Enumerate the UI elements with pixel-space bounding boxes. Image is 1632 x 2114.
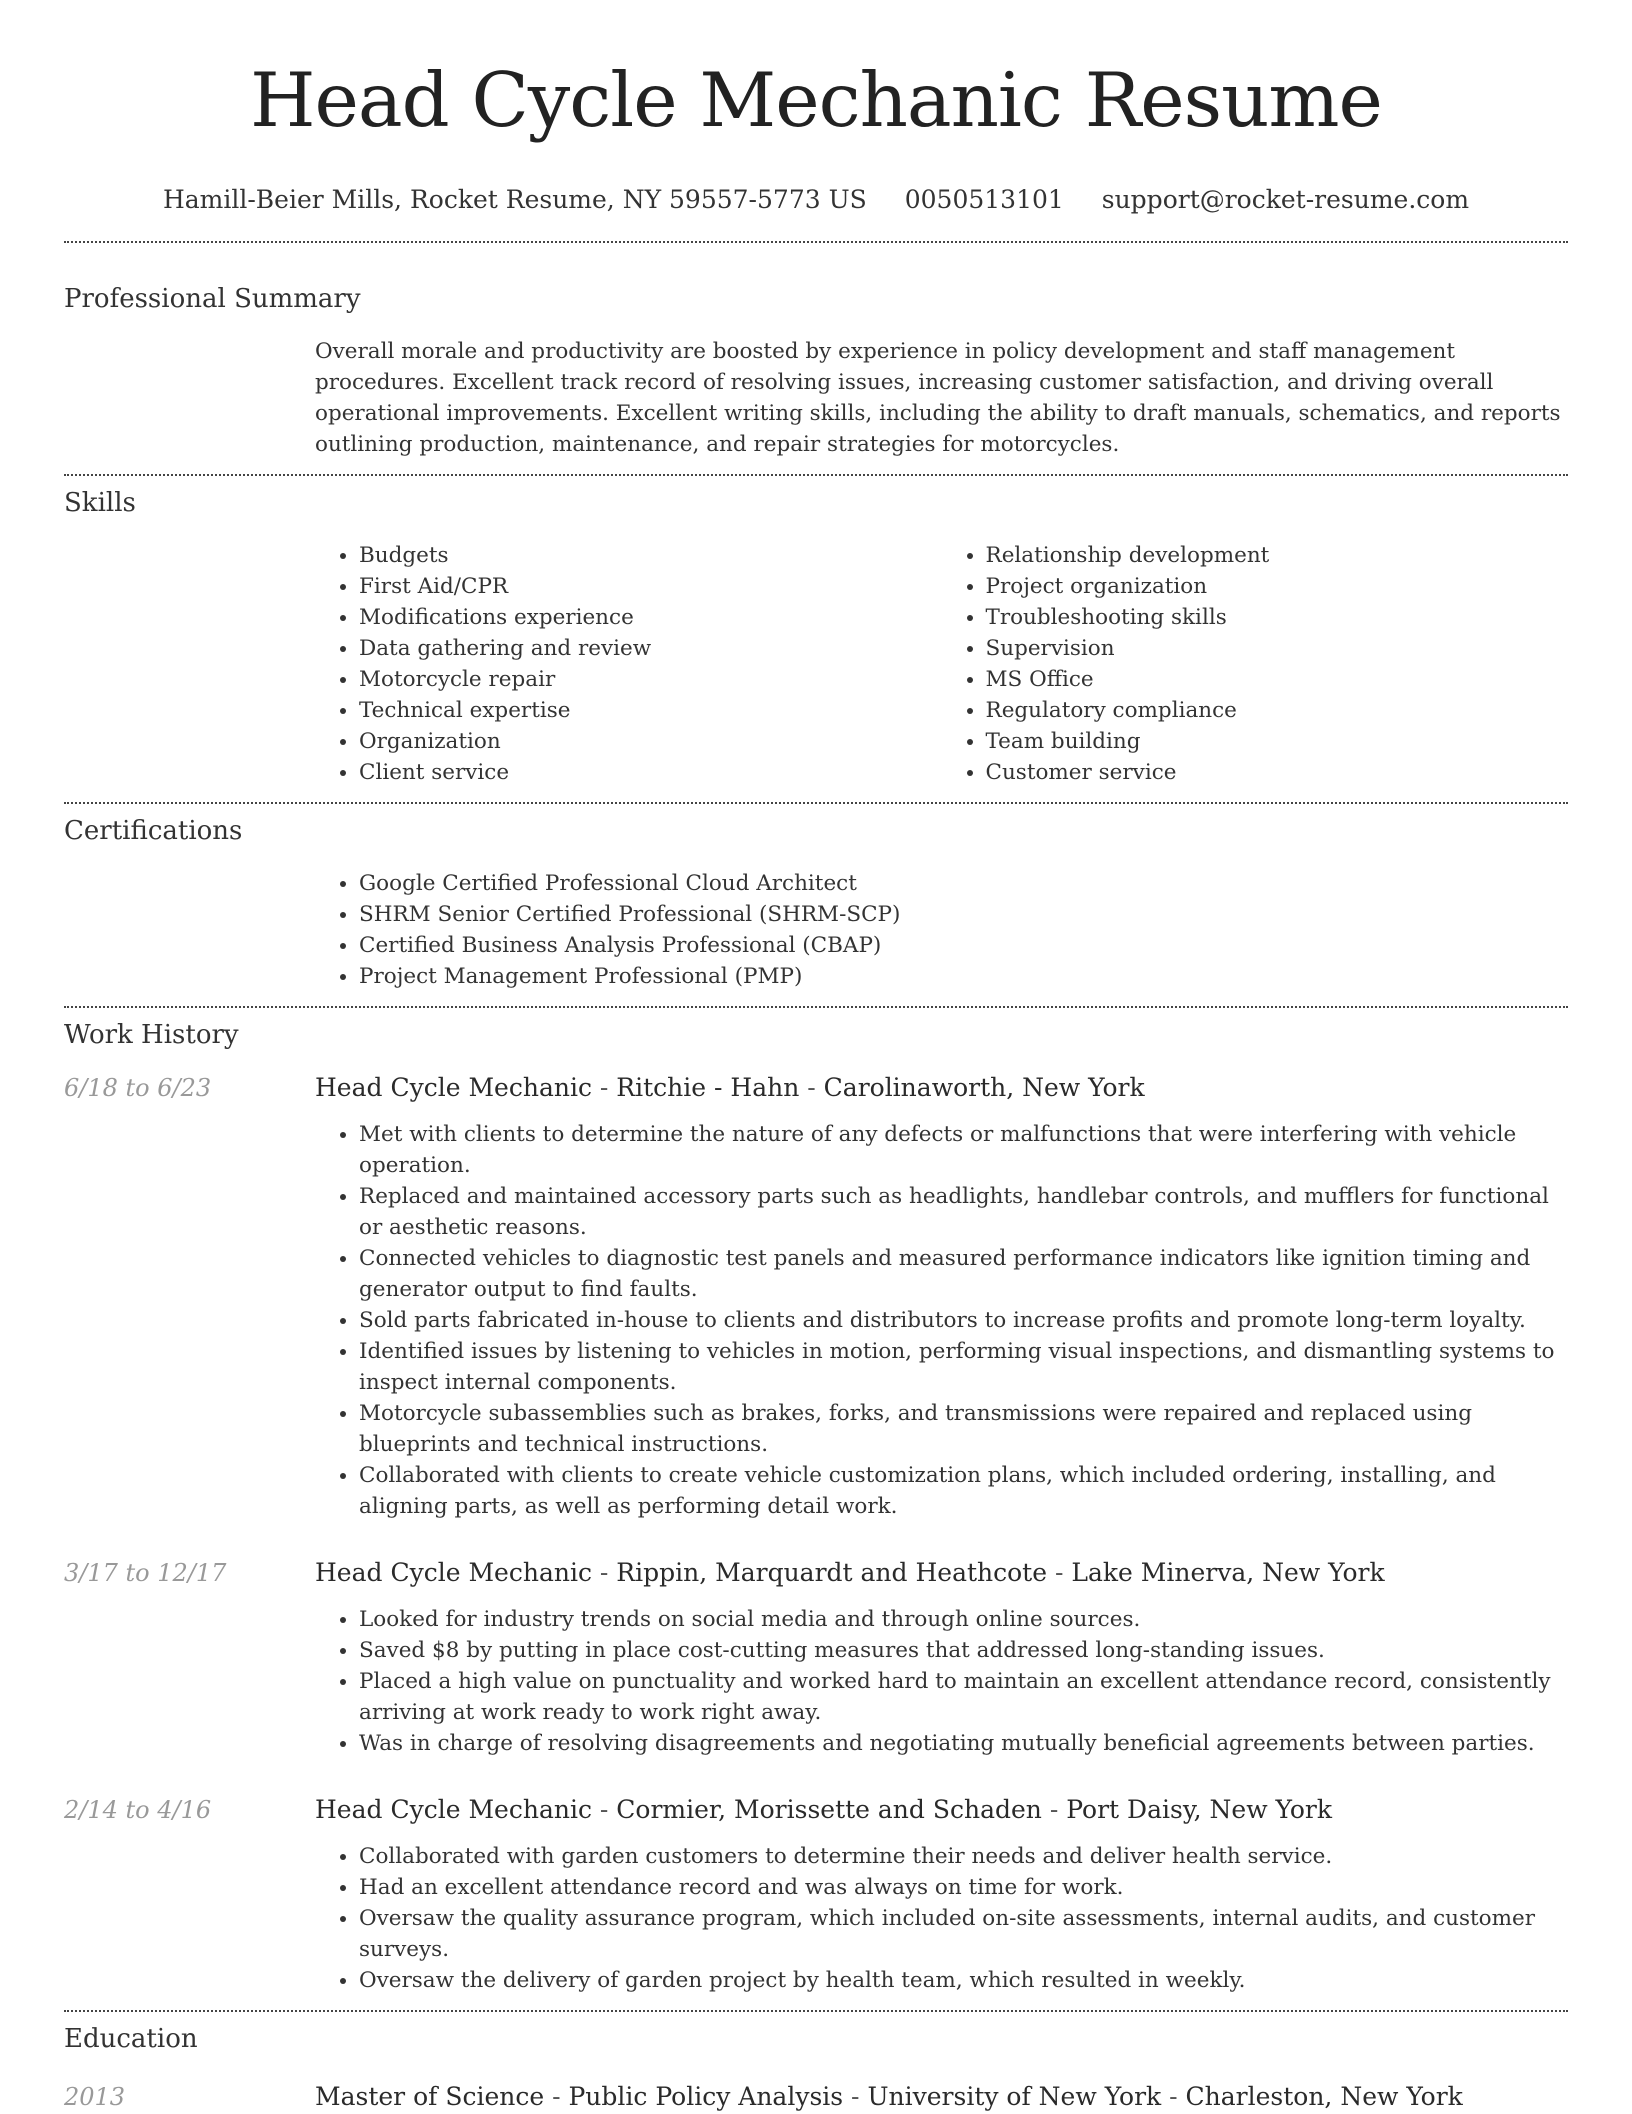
certifications-section [64,814,1568,992]
skill-item: • Team building [986,726,1569,757]
job-bullet: • Saved $8 by putting in place cost-cutting measures that addressed long-standing issues. [359,1635,1568,1666]
job-bullet: • Motorcycle subassemblies such as brakes, forks, and transmissions were repaired and replaced using blueprints and technical instructions. [359,1398,1568,1460]
education-title [315,2080,1463,2114]
separator: - [1161,2082,1186,2111]
skills-list-right [942,540,1569,788]
contact-line [64,183,1568,217]
education-degree: Master of Science [315,2082,545,2111]
job-details [315,1841,1568,1996]
skill-item: • Budgets [359,540,942,571]
job-details [315,1119,1568,1522]
job-bullet: • Placed a high value on punctuality and worked hard to maintain an excellent attendance record, consistently arriving at work ready to work right away. [359,1666,1568,1728]
separator: - [843,2082,868,2111]
skills-heading: Skills [64,488,136,518]
certification-item: • SHRM Senior Certified Professional (SHRM-SCP) [359,899,1568,930]
education-location: Charleston, New York [1185,2082,1463,2111]
job-company: Rippin, Marquardt and Heathcote [616,1558,1048,1587]
job-company: Ritchie - Hahn [616,1073,800,1102]
certification-item: • Certified Business Analysis Professional (CBAP) [359,930,1568,961]
separator: - [591,1073,617,1102]
contact-email: support@rocket-resume.com [1101,185,1470,214]
job-entry [64,1071,1568,1522]
job-location: Lake Minerva, New York [1071,1558,1385,1587]
job-bullet: • Had an excellent attendance record and was always on time for work. [359,1872,1568,1903]
skill-item: • Technical expertise [359,695,942,726]
separator: - [1041,1795,1067,1824]
contact-phone: 0050513101 [904,185,1064,214]
certification-item: • Project Management Professional (PMP) [359,961,1568,992]
separator: - [1047,1558,1072,1587]
skill-item: • Project organization [986,571,1569,602]
certifications-list [315,868,1568,992]
divider [64,474,1568,476]
job-entry [64,1793,1568,1996]
divider [64,241,1568,243]
skill-item: • Client service [359,757,942,788]
certification-item: • Google Certified Professional Cloud Architect [359,868,1568,899]
job-title [315,1793,1332,1827]
job-location: Port Daisy, New York [1066,1795,1333,1824]
job-bullet: • Collaborated with clients to create vehicle customization plans, which included ordering, installing, and aligning parts, as well as performing detail work. [359,1460,1568,1522]
job-header [64,1556,1568,1590]
education-year: 2013 [64,2083,126,2111]
education-field: Public Policy Analysis [568,2082,844,2111]
job-role: Head Cycle Mechanic [315,1558,592,1587]
separator: - [544,2082,569,2111]
job-bullet: • Met with clients to determine the nature of any defects or malfunctions that were interfering with vehicle operation. [359,1119,1568,1181]
job-bullet: • Oversaw the delivery of garden project by health team, which resulted in weekly. [359,1965,1568,1996]
job-dates: 3/17 to 12/17 [64,1559,227,1587]
job-bullet: • Connected vehicles to diagnostic test panels and measured performance indicators like ignition timing and generator output to find faults. [359,1243,1568,1305]
certifications-heading: Certifications [64,816,243,846]
skill-item: • Supervision [986,633,1569,664]
divider [64,802,1568,804]
skills-list-left [315,540,942,788]
skill-item: • Regulatory compliance [986,695,1569,726]
job-bullet: • Sold parts fabricated in-house to clients and distributors to increase profits and promote long-term loyalty. [359,1305,1568,1336]
summary-heading: Professional Summary [64,284,361,314]
education-heading: Education [64,2024,198,2054]
resume-title: Head Cycle Mechanic Resume [250,56,1382,144]
education-entry [64,2080,1568,2114]
job-bullet: • Collaborated with garden customers to determine their needs and deliver health service. [359,1841,1568,1872]
skill-item: • Motorcycle repair [359,664,942,695]
work-history-heading: Work History [64,1020,239,1050]
work-history-section [64,1018,1568,1996]
job-header [64,1793,1568,1827]
contact-address: Hamill-Beier Mills, Rocket Resume, NY 59557-5773 US [162,185,867,214]
job-entry [64,1556,1568,1759]
separator: - [591,1558,617,1587]
job-dates: 6/18 to 6/23 [64,1074,212,1102]
job-header [64,1071,1568,1105]
divider [64,1006,1568,1008]
separator: - [799,1073,824,1102]
skills-lists [315,540,1568,788]
job-bullet: • Replaced and maintained accessory parts such as headlights, handlebar controls, and mufflers for functional or aesthetic reasons. [359,1181,1568,1243]
job-bullets [315,1119,1568,1522]
job-title [315,1071,1145,1105]
job-bullet: • Looked for industry trends on social media and through online sources. [359,1604,1568,1635]
job-bullet: • Was in charge of resolving disagreements and negotiating mutually beneficial agreements between parties. [359,1728,1568,1759]
skill-item: • Modifications experience [359,602,942,633]
skill-item: • First Aid/CPR [359,571,942,602]
skill-item: • Data gathering and review [359,633,942,664]
job-company: Cormier, Morissette and Schaden [616,1795,1042,1824]
job-bullets [315,1604,1568,1759]
summary-text: Overall morale and productivity are boosted by experience in policy development and staff management procedures. Excellent track record of resolving issues, increasing customer satisfaction, and driving overall operational improvements. Excellent writing skills, including the ability to draft manuals, schematics, and reports outlining production, maintenance, and repair strategies for motorcycles. [315,339,1561,457]
skill-item: • Troubleshooting skills [986,602,1569,633]
skills-section [64,486,1568,788]
job-role: Head Cycle Mechanic [315,1795,592,1824]
skill-item: • Relationship development [986,540,1569,571]
job-title [315,1556,1385,1590]
job-details [315,1604,1568,1759]
separator: - [591,1795,617,1824]
skill-item: • MS Office [986,664,1569,695]
job-bullet: • Identified issues by listening to vehicles in motion, performing visual inspections, and dismantling systems to inspect internal components. [359,1336,1568,1398]
education-section [64,2022,1568,2114]
certifications-content [315,868,1568,992]
job-role: Head Cycle Mechanic [315,1073,592,1102]
job-dates: 2/14 to 4/16 [64,1796,212,1824]
skill-item: • Customer service [986,757,1569,788]
job-bullets [315,1841,1568,1996]
job-bullet: • Oversaw the quality assurance program, which included on-site assessments, internal audits, and customer surveys. [359,1903,1568,1965]
job-location: Carolinaworth, New York [823,1073,1145,1102]
divider [64,2010,1568,2012]
education-school: University of New York [867,2082,1162,2111]
summary-section [64,282,1568,460]
skill-item: • Organization [359,726,942,757]
